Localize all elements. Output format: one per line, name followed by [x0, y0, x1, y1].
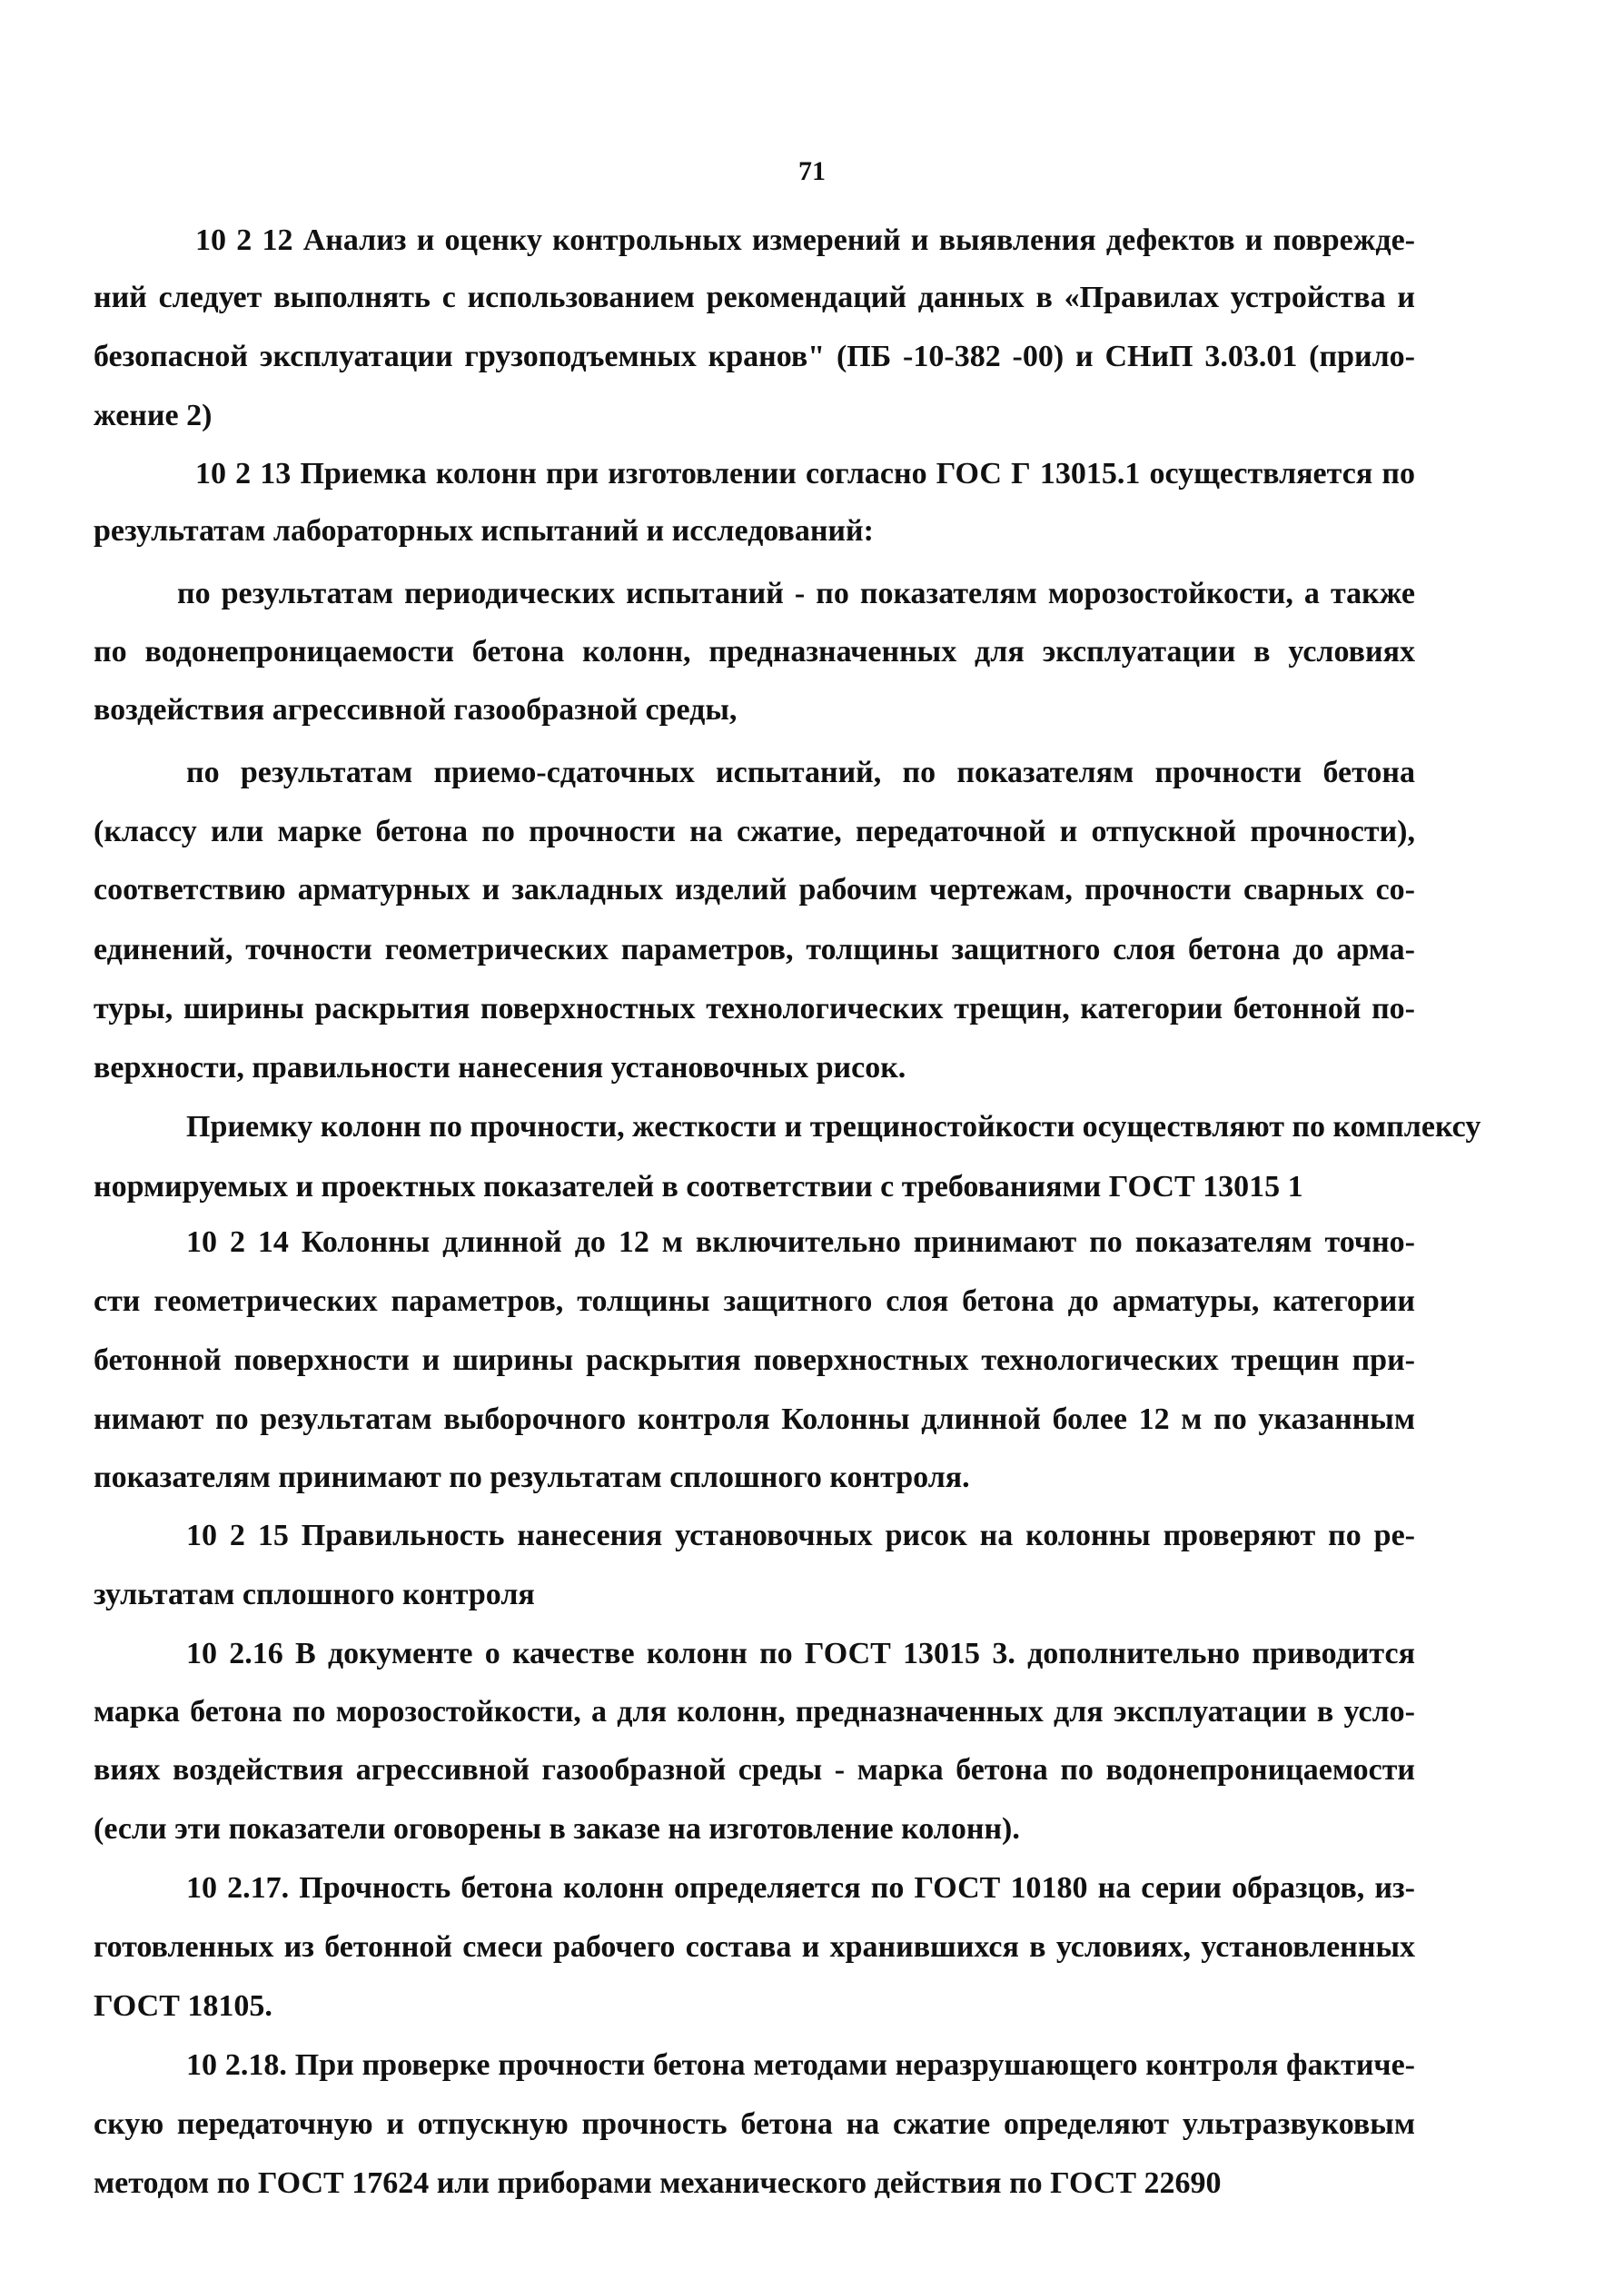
text-line: соответствию арматурных и закладных изделий рабочим чертежам, прочности сварных со-	[94, 873, 1415, 907]
text-line: единений, точности геометрических параметров, толщины защитного слоя бетона до арма-	[94, 933, 1415, 966]
text-line: виях воздействия агрессивной газообразной среды - марка бетона по водонепроницаемости	[94, 1753, 1415, 1787]
text-line: безопасной эксплуатации грузоподъемных кранов" (ПБ -10-382 -00) и СНиП 3.03.01 (прило-	[94, 340, 1415, 373]
text-line: Приемку колонн по прочности, жесткости и трещиностойкости осуществляют по комплексу	[186, 1110, 1481, 1144]
text-line: 10 2 15 Правильность нанесения установочных рисок на колонны проверяют по ре-	[186, 1519, 1415, 1552]
text-line: 10 2 14 Колонны длинной до 12 м включительно принимают по показателям точно-	[186, 1225, 1415, 1259]
text-line: зультатам сплошного контроля	[94, 1578, 535, 1611]
text-line: 10 2 12 Анализ и оценку контрольных измерений и выявления дефектов и поврежде-	[195, 223, 1415, 257]
text-line: 10 2.16 В документе о качестве колонн по ГОСТ 13015 3. дополнительно приводится	[186, 1637, 1415, 1670]
text-line: по водонепроницаемости бетона колонн, предназначенных для эксплуатации в условиях	[94, 635, 1415, 669]
text-line: результатам лабораторных испытаний и исследований:	[94, 514, 874, 548]
text-line: 10 2 13 Приемка колонн при изготовлении согласно ГОС Г 13015.1 осуществляется по	[195, 457, 1415, 490]
text-line: показателям принимают по результатам сплошного контроля.	[94, 1461, 970, 1494]
text-line: верхности, правильности нанесения установочных рисок.	[94, 1051, 906, 1085]
text-line: 10 2.17. Прочность бетона колонн определяется по ГОСТ 10180 на серии образцов, из-	[186, 1871, 1415, 1905]
text-line: воздействия агрессивной газообразной среды,	[94, 693, 738, 727]
text-line: ГОСТ 18105.	[94, 1989, 272, 2023]
text-line: по результатам приемо-сдаточных испытаний, по показателям прочности бетона	[186, 756, 1415, 789]
text-line: марка бетона по морозостойкости, а для колонн, предназначенных для эксплуатации в усло-	[94, 1695, 1415, 1729]
text-line: жение 2)	[94, 399, 213, 432]
text-line: (классу или марке бетона по прочности на сжатие, передаточной и отпускной прочности),	[94, 815, 1415, 848]
text-line: 10 2.18. При проверке прочности бетона методами неразрушающего контроля фактиче-	[186, 2048, 1415, 2082]
page-number: 71	[798, 156, 826, 186]
text-line: туры, ширины раскрытия поверхностных технологических трещин, категории бетонной по-	[94, 992, 1415, 1026]
text-line: бетонной поверхности и ширины раскрытия поверхностных технологических трещин при-	[94, 1343, 1415, 1377]
text-line: нормируемых и проектных показателей в соответствии с требованиями ГОСТ 13015 1	[94, 1170, 1303, 1204]
text-line: нимают по результатам выборочного контроля Колонны длинной более 12 м по указанным	[94, 1402, 1415, 1436]
text-line: сти геометрических параметров, толщины защитного слоя бетона до арматуры, категории	[94, 1284, 1415, 1318]
text-line: скую передаточную и отпускную прочность бетона на сжатие определяют ультразвуковым	[94, 2107, 1415, 2141]
text-line: (если эти показатели оговорены в заказе на изготовление колонн).	[94, 1812, 1020, 1846]
text-line: ний следует выполнять с использованием рекомендаций данных в «Правилах устройства и	[94, 281, 1415, 314]
text-line: методом по ГОСТ 17624 или приборами механического действия по ГОСТ 22690	[94, 2166, 1222, 2200]
text-line: готовленных из бетонной смеси рабочего состава и хранившихся в условиях, установленных	[94, 1930, 1415, 1964]
text-line: по результатам периодических испытаний - по показателям морозостойкости, а также	[177, 577, 1415, 610]
